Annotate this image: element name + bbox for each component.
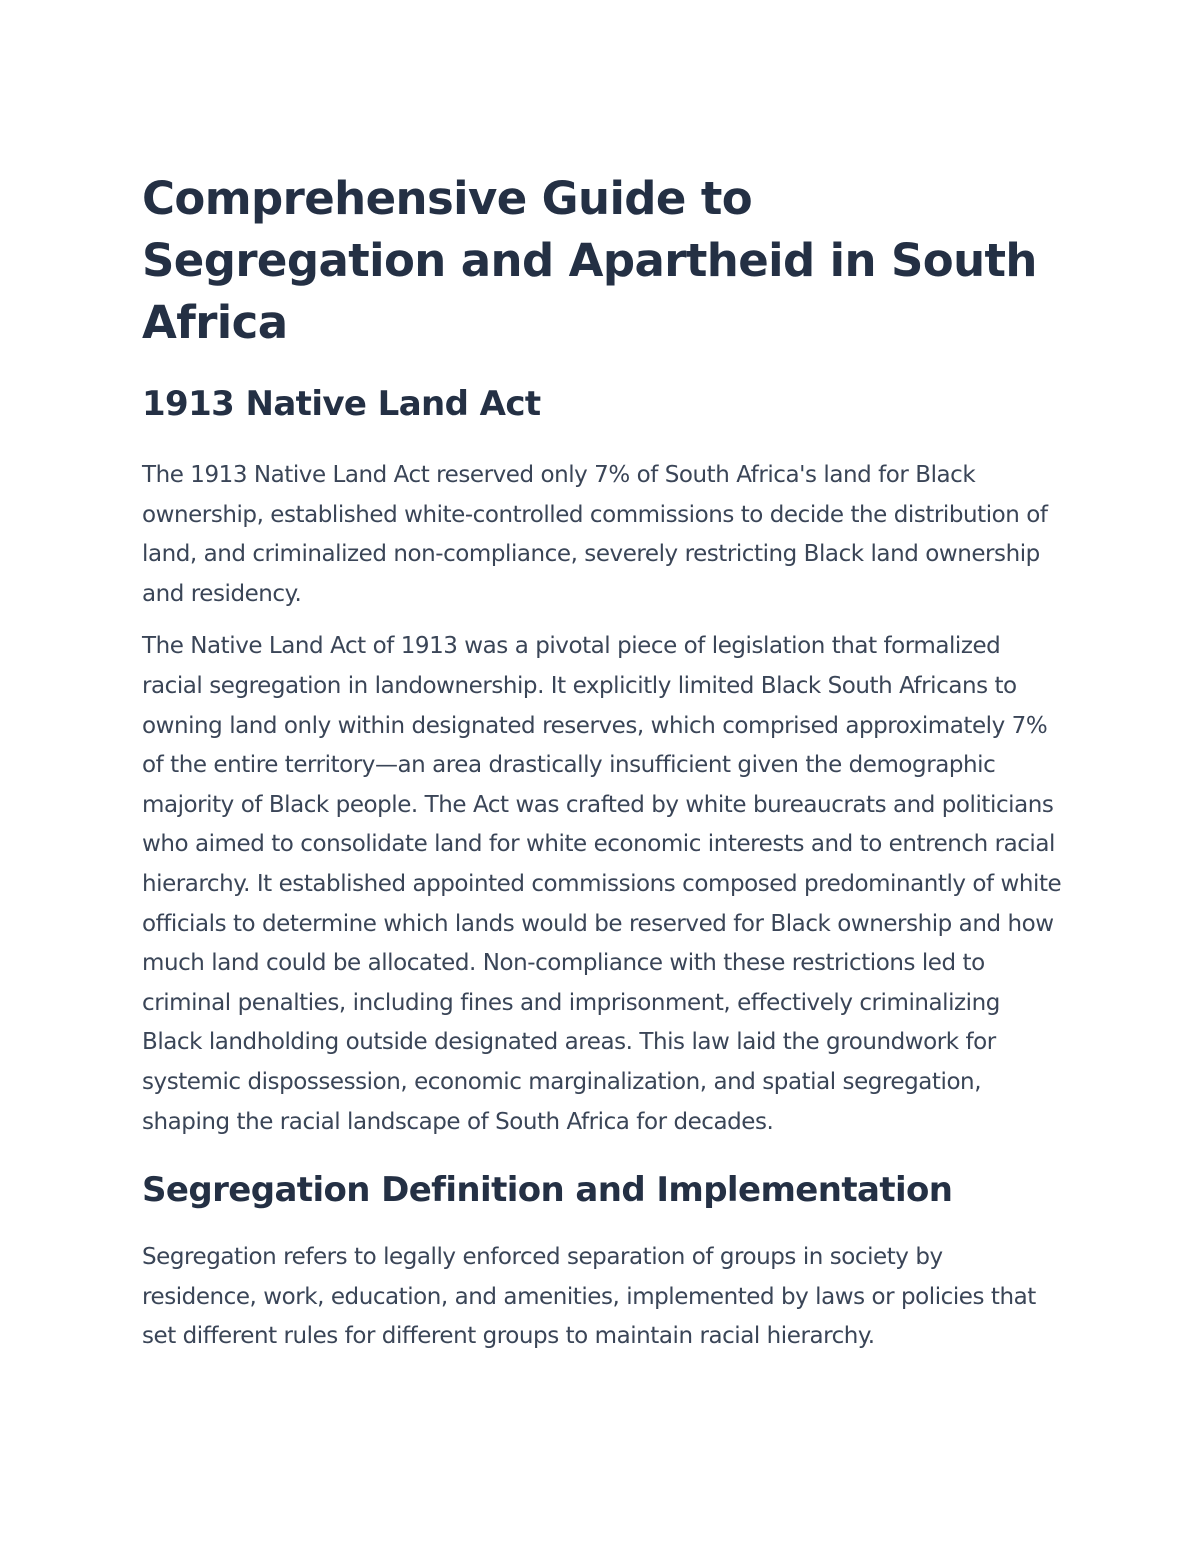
section-detail-native-land-act: The Native Land Act of 1913 was a pivotal piece of legislation that formalized racial segregation in landownership. It explicitly limited Black South Africans to owning land only within designated reserves, which comprised approximately 7% of the entire territory—an area drastically insufficient given the demographic majority of Black people. The Act was crafted by white bureaucrats and politicians who aimed to consolidate land for white economic interests and to entrench racial hierarchy. It established appointed commissions composed predominantly of white officials to determine which lands would be reserved for Black ownership and how much land could be allocated. Non-compliance with these restrictions led to criminal penalties, including fines and imprisonment, effectively criminalizing Black landholding outside designated areas. This law laid the groundwork for systemic dispossession, economic marginalization, and spatial segregation, shaping the racial landscape of South Africa for decades. [142,633,1062,1135]
section-heading-native-land-act: 1913 Native Land Act [142,384,541,424]
section-summary-segregation-definition: Segregation refers to legally enforced separation of groups in society by residence, work, education, and amenities, implemented by laws or policies that set different rules for different groups to maintain racial hierarchy. [142,1244,1036,1350]
section-heading-segregation-definition: Segregation Definition and Implementation [142,1170,953,1211]
section-segregation-definition [142,1168,1062,1357]
document-title: Comprehensive Guide to Segregation and Apartheid in South Africa [142,172,1037,349]
section-summary-native-land-act: The 1913 Native Land Act reserved only 7% of South Africa's land for Black ownership, established white-controlled commissions to decide the distribution of land, and criminalized non-compliance, severely restricting Black land ownership and residency. [142,462,1048,607]
section-native-land-act [142,382,1062,1142]
document-page [142,168,1062,1357]
